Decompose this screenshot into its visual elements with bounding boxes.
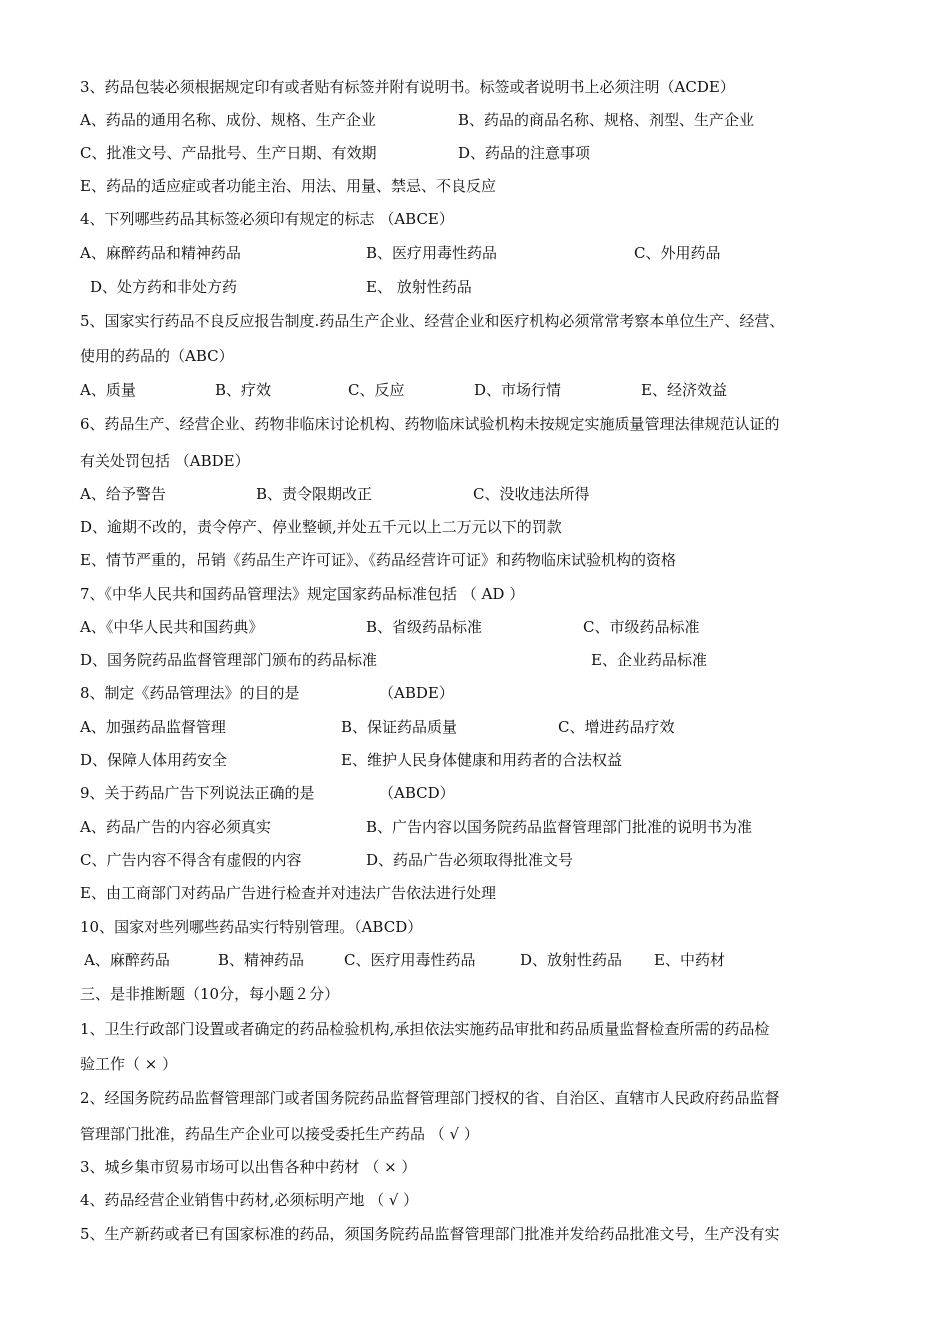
q7-option-c: C、市级药品标准 bbox=[583, 618, 700, 636]
q4-option-c: C、外用药品 bbox=[634, 244, 721, 262]
q4-option-a: A、麻醉药品和精神药品 bbox=[80, 244, 241, 262]
q8-option-a: A、加强药品监督管理 bbox=[80, 718, 226, 736]
q5-option-a: A、质量 bbox=[80, 381, 136, 399]
q6-option-c: C、没收违法所得 bbox=[473, 485, 590, 503]
q5-option-c: C、反应 bbox=[348, 381, 405, 399]
q8-option-d: D、保障人体用药安全 bbox=[80, 751, 228, 769]
q9-stem-text: 9、关于药品广告下列说法正确的是 bbox=[80, 784, 315, 802]
q9-option-c: C、广告内容不得含有虚假的内容 bbox=[80, 851, 302, 869]
q4-option-b: B、医疗用毒性药品 bbox=[366, 244, 498, 262]
q8-option-c: C、增进药品疗效 bbox=[558, 718, 675, 736]
q9-option-d: D、药品广告必须取得批准文号 bbox=[366, 851, 574, 869]
q7-option-a: A、《中华人民共和国药典》 bbox=[80, 618, 264, 636]
q6-option-a: A、给予警告 bbox=[80, 485, 166, 503]
q3-option-c: C、批准文号、产品批号、生产日期、有效期 bbox=[80, 144, 377, 162]
q8-option-e: E、维护人民身体健康和用药者的合法权益 bbox=[341, 751, 622, 769]
q10-option-a: A、麻醉药品 bbox=[84, 951, 170, 969]
q3-option-a: A、药品的通用名称、成份、规格、生产企业 bbox=[80, 111, 376, 129]
q8-stem-text: 8、制定《药品管理法》的目的是 bbox=[80, 684, 300, 702]
q4-option-e: E、 放射性药品 bbox=[366, 278, 472, 296]
q5-option-b: B、疗效 bbox=[215, 381, 272, 399]
q10-option-e: E、中药材 bbox=[654, 951, 725, 969]
q10-option-b: B、精神药品 bbox=[218, 951, 305, 969]
q3-option-d: D、药品的注意事项 bbox=[458, 144, 591, 162]
q6-option-b: B、责令限期改正 bbox=[256, 485, 373, 503]
q5-option-e: E、经济效益 bbox=[641, 381, 727, 399]
q7-option-d: D、国务院药品监督管理部门颁布的药品标准 bbox=[80, 651, 378, 669]
q10-option-c: C、医疗用毒性药品 bbox=[344, 951, 476, 969]
q8-option-b: B、保证药品质量 bbox=[341, 718, 458, 736]
q9-option-a: A、药品广告的内容必须真实 bbox=[80, 818, 271, 836]
q4-option-d: D、处方药和非处方药 bbox=[90, 278, 238, 296]
document-page: 3、药品包装必须根据规定印有或者贴有标签并附有说明书。标签或者说明书上必须注明（ACDE） A、药品的通用名称、成份、规格、生产企业 B、药品的商品名称、规格、剂型、生产企业 C、批准文号、产品批号、生产日期、有效期 D、药品的注意事项 E、药品的适应症或者功能主治、用法、用量、禁忌、不良反应 4、下列哪些药品其标签必须印有规定的标志 （ABCE） A、麻醉药品和精神药品 B、医疗用毒性药品 C、外用药品 D、处方药和非处方药 E、 放射性药品 5、国家实行药品不良反应报告制度.药品生产企业、经营企业和医疗机构必须常常考察本单位生产、经营、 使用的药品的（ABC） A、质量 B、疗效 C、反应 D、市场行情 E、经济效益 6、药品生产、经营企业、药物非临床讨论机构、药物临床试验机构未按规定实施质量管理法律规范认证的 有关处罚包括 （ABDE） A、给予警告 B、责令限期改正 C、没收违法所得 D、逾期不改的，责令停产、停业整顿,并处五千元以上二万元以下的罚款 E、情节严重的，吊销《药品生产许可证》、《药品经营许可证》和药物临床试验机构的资格 7、《中华人民共和国药品管理法》规定国家药品标准包括 （ AD ） A、《中华人民共和国药典》 B、省级药品标准 C、市级药品标准 D、国务院药品监督管理部门颁布的药品标准 E、企业药品标准 8、制定《药品管理法》的目的是 （ABDE） A、加强药品监督管理 B、保证药品质量 C、增进药品疗效 D、保障人体用药安全 E、维护人民身体健康和用药者的合法权益 9、关于药品广告下列说法正确的是 （ABCD） A、药品广告的内容必须真实 B、广告内容以国务院药品监督管理部门批准的说明书为准 C、广告内容不得含有虚假的内容 D、药品广告必须取得批准文号 E、由工商部门对药品广告进行检查并对违法广告依法进行处理 10、国家对些列哪些药品实行特别管理。（ABCD） A、麻醉药品 B、精神药品 C、医疗用毒性药品 D、放射性药品 E、中药材 三、是非推断题（10分，每小题２分） 1、卫生行政部门设置或者确定的药品检验机构,承担依法实施药品审批和药品质量监督检查所需的药品检 验工作（ × ） 2、经国务院药品监督管理部门或者国务院药品监督管理部门授权的省、自治区、直辖市人民政府药品监督 管理部门批准，药品生产企业可以接受委托生产药品 （ √ ） 3、城乡集市贸易市场可以出售各种中药材 （ × ） 4、药品经营企业销售中药材,必须标明产地 （ √ ） 5、生产新药或者已有国家标准的药品，须国务院药品监督管理部门批准并发给药品批准文号，生产没有实 bbox=[80, 78, 785, 1243]
q7-option-b: B、省级药品标准 bbox=[366, 618, 483, 636]
q8-answer: （ABDE） bbox=[379, 684, 454, 702]
q9-answer: （ABCD） bbox=[379, 784, 455, 802]
q7-option-e: E、企业药品标准 bbox=[591, 651, 707, 669]
q9-option-b: B、广告内容以国务院药品监督管理部门批准的说明书为准 bbox=[366, 818, 753, 836]
q10-option-d: D、放射性药品 bbox=[520, 951, 623, 969]
q3-option-b: B、药品的商品名称、规格、剂型、生产企业 bbox=[458, 111, 755, 129]
q5-option-d: D、市场行情 bbox=[474, 381, 562, 399]
